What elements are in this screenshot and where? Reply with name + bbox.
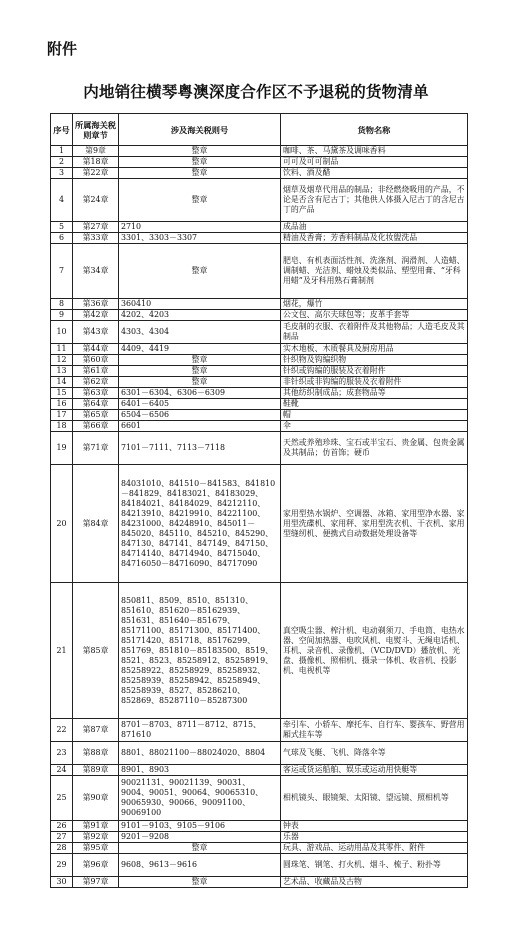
row-chapter: 第90章 <box>73 776 119 821</box>
table-row <box>51 832 468 843</box>
table-row <box>51 432 468 465</box>
header-no: 序号 <box>51 114 73 146</box>
row-number: 30 <box>51 877 73 888</box>
row-tariff-codes: 整章 <box>119 877 281 888</box>
row-goods-name: 烟花，爆竹 <box>281 299 468 310</box>
table-row <box>51 321 468 344</box>
row-tariff-codes: 6401－6405 <box>119 399 281 410</box>
row-chapter: 第36章 <box>73 299 119 310</box>
row-chapter: 第9章 <box>73 146 119 157</box>
row-chapter: 第64章 <box>73 399 119 410</box>
row-number: 6 <box>51 233 73 244</box>
row-tariff-codes: 6504－6506 <box>119 410 281 421</box>
row-goods-name: 公文包、高尔夫球包等；皮革手套等 <box>281 310 468 321</box>
table-row <box>51 146 468 157</box>
table-row <box>51 421 468 432</box>
row-chapter: 第62章 <box>73 377 119 388</box>
row-number: 12 <box>51 355 73 366</box>
row-goods-name: 天然或养殖珍珠、宝石或半宝石、贵金属、包贵金属及其制品；仿首饰；硬币 <box>281 432 468 465</box>
row-goods-name: 伞 <box>281 421 468 432</box>
row-goods-name: 圆珠笔、钢笔、打火机、烟斗、梳子、粉扑等 <box>281 854 468 877</box>
table-row <box>51 410 468 421</box>
table-row <box>51 168 468 179</box>
row-chapter: 第42章 <box>73 310 119 321</box>
table-row <box>51 222 468 233</box>
table-row <box>51 843 468 854</box>
row-tariff-codes: 4409、4419 <box>119 344 281 355</box>
row-chapter: 第22章 <box>73 168 119 179</box>
table-row <box>51 299 468 310</box>
row-chapter: 第18章 <box>73 157 119 168</box>
row-goods-name: 艺术品、收藏品及古物 <box>281 877 468 888</box>
row-number: 5 <box>51 222 73 233</box>
row-tariff-codes: 整章 <box>119 843 281 854</box>
row-goods-name: 客运或货运船舶、娱乐或运动用快艇等 <box>281 765 468 776</box>
table-row <box>51 854 468 877</box>
row-goods-name: 针织物及钩编织物 <box>281 355 468 366</box>
row-number: 28 <box>51 843 73 854</box>
row-goods-name: 鞋靴 <box>281 399 468 410</box>
row-tariff-codes: 84031010、841510－841583、841810－841829、84183021、84183029、84184021、84184029、84212110、84213910、84219910、84221100、84231000、84248910、845011－845020、845110、845210、845290、847130、847141、847149、847150、84714140、84714940、84715040、84716050－84716090、84717090 <box>119 465 281 583</box>
row-goods-name: 真空吸尘器、榨汁机、电动剃须刀、手电筒、电热水器、空间加热器、电吹风机、电熨斗、无绳电话机、耳机、录音机、录像机、（VCD/DVD）播放机、光盘、摄像机、照相机、摄录一体机、收音机、投影机、电视机等 <box>281 583 468 719</box>
row-tariff-codes: 9101－9103、9105－9106 <box>119 821 281 832</box>
row-tariff-codes: 整章 <box>119 157 281 168</box>
header-codes: 涉及海关税则号 <box>119 114 281 146</box>
row-goods-name: 烟草及烟草代用品的制品；非经燃烧吸用的产品，不论是否含有尼古丁；其他供人体摄入尼古丁的含尼古丁的产品 <box>281 179 468 222</box>
row-chapter: 第89章 <box>73 765 119 776</box>
row-tariff-codes: 4202、4203 <box>119 310 281 321</box>
row-tariff-codes: 7101－7111、7113－7118 <box>119 432 281 465</box>
row-chapter: 第97章 <box>73 877 119 888</box>
header-chapter: 所属海关税则章节 <box>73 114 119 146</box>
row-number: 13 <box>51 366 73 377</box>
row-goods-name: 饮料、酒及醋 <box>281 168 468 179</box>
row-number: 22 <box>51 719 73 742</box>
row-number: 27 <box>51 832 73 843</box>
table-row <box>51 157 468 168</box>
row-chapter: 第92章 <box>73 832 119 843</box>
row-goods-name: 牵引车、小轿车、摩托车、自行车、婴孩车、野营用厢式挂车等 <box>281 719 468 742</box>
row-tariff-codes: 整章 <box>119 355 281 366</box>
row-chapter: 第33章 <box>73 233 119 244</box>
row-tariff-codes: 360410 <box>119 299 281 310</box>
row-number: 3 <box>51 168 73 179</box>
row-chapter: 第43章 <box>73 321 119 344</box>
table-row <box>51 877 468 888</box>
row-chapter: 第88章 <box>73 742 119 765</box>
row-goods-name: 帽 <box>281 410 468 421</box>
row-goods-name: 成品油 <box>281 222 468 233</box>
goods-table <box>50 113 468 888</box>
table-row <box>51 233 468 244</box>
row-chapter: 第63章 <box>73 388 119 399</box>
row-number: 21 <box>51 583 73 719</box>
row-number: 23 <box>51 742 73 765</box>
table-row <box>51 388 468 399</box>
table-header-row <box>51 114 468 146</box>
row-number: 29 <box>51 854 73 877</box>
row-number: 7 <box>51 244 73 299</box>
row-tariff-codes: 整章 <box>119 179 281 222</box>
row-number: 9 <box>51 310 73 321</box>
row-tariff-codes: 2710 <box>119 222 281 233</box>
row-tariff-codes: 9201－9208 <box>119 832 281 843</box>
row-number: 11 <box>51 344 73 355</box>
row-number: 4 <box>51 179 73 222</box>
table-row <box>51 776 468 821</box>
row-chapter: 第60章 <box>73 355 119 366</box>
row-chapter: 第96章 <box>73 854 119 877</box>
row-goods-name: 实木地板、木质餐具及厨房用品 <box>281 344 468 355</box>
table-row <box>51 366 468 377</box>
row-goods-name: 家用型热水锅炉、空调器、冰箱、家用型净水器、家用型洗碟机、家用秤、家用型洗衣机、干衣机、家用型缝纫机、便携式自动数据处理设备等 <box>281 465 468 583</box>
row-number: 2 <box>51 157 73 168</box>
row-chapter: 第66章 <box>73 421 119 432</box>
table-row <box>51 821 468 832</box>
row-goods-name: 非针织或非钩编的服装及衣着附件 <box>281 377 468 388</box>
row-tariff-codes: 6301－6304、6306－6309 <box>119 388 281 399</box>
row-number: 1 <box>51 146 73 157</box>
row-goods-name: 可可及可可制品 <box>281 157 468 168</box>
row-tariff-codes: 850811、8509、8510、851310、851610、851620－85162939、851631、851640－851679、85171100、85171300、85171400、85171420、851718、85176299、851769、851810－85183500、8519、8521、8523、85258912、85258919、85258922、85258929、85258932、85258939、85258942、85258949、85258939、8527、85286210、852869、85287110－85287300 <box>119 583 281 719</box>
row-chapter: 第61章 <box>73 366 119 377</box>
row-number: 15 <box>51 388 73 399</box>
row-goods-name: 针织或钩编的服装及衣着附件 <box>281 366 468 377</box>
table-row <box>51 179 468 222</box>
row-chapter: 第71章 <box>73 432 119 465</box>
row-tariff-codes: 3301、3303－3307 <box>119 233 281 244</box>
row-number: 20 <box>51 465 73 583</box>
table-row <box>51 310 468 321</box>
row-tariff-codes: 90021131、90021139、90031、9004、90051、90064、90065310、90065930、90066、90091100、90069100 <box>119 776 281 821</box>
row-goods-name: 咖啡、茶、马黛茶及调味香料 <box>281 146 468 157</box>
row-goods-name: 玩具、游戏品、运动用品及其零件、附件 <box>281 843 468 854</box>
header-goods: 货物名称 <box>281 114 468 146</box>
row-number: 8 <box>51 299 73 310</box>
document-title: 内地销往横琴粤澳深度合作区不予退税的货物清单 <box>83 83 429 101</box>
table-row <box>51 719 468 742</box>
row-tariff-codes: 8901、8903 <box>119 765 281 776</box>
row-number: 26 <box>51 821 73 832</box>
row-goods-name: 钟表 <box>281 821 468 832</box>
table-row <box>51 244 468 299</box>
row-chapter: 第24章 <box>73 179 119 222</box>
row-tariff-codes: 整章 <box>119 377 281 388</box>
table-row <box>51 355 468 366</box>
row-chapter: 第34章 <box>73 244 119 299</box>
row-tariff-codes: 4303、4304 <box>119 321 281 344</box>
table-row <box>51 377 468 388</box>
row-goods-name: 乐器 <box>281 832 468 843</box>
row-number: 19 <box>51 432 73 465</box>
row-chapter: 第44章 <box>73 344 119 355</box>
table-row <box>51 465 468 583</box>
row-chapter: 第87章 <box>73 719 119 742</box>
row-number: 17 <box>51 410 73 421</box>
row-chapter: 第65章 <box>73 410 119 421</box>
row-chapter: 第27章 <box>73 222 119 233</box>
row-chapter: 第91章 <box>73 821 119 832</box>
row-goods-name: 气球及飞艇、飞机、降落伞等 <box>281 742 468 765</box>
attachment-label: 附件 <box>47 40 78 58</box>
table-body <box>51 146 468 888</box>
row-tariff-codes: 整章 <box>119 168 281 179</box>
row-tariff-codes: 整章 <box>119 244 281 299</box>
table-row <box>51 583 468 719</box>
row-goods-name: 相机镜头、眼镜架、太阳镜、望远镜、照相机等 <box>281 776 468 821</box>
row-number: 14 <box>51 377 73 388</box>
row-chapter: 第84章 <box>73 465 119 583</box>
row-number: 18 <box>51 421 73 432</box>
row-goods-name: 其他纺织制成品；成套物品等 <box>281 388 468 399</box>
row-tariff-codes: 8701－8703、8711－8712、8715、871610 <box>119 719 281 742</box>
row-number: 24 <box>51 765 73 776</box>
row-chapter: 第85章 <box>73 583 119 719</box>
row-tariff-codes: 整章 <box>119 146 281 157</box>
table-row <box>51 765 468 776</box>
row-number: 10 <box>51 321 73 344</box>
row-number: 16 <box>51 399 73 410</box>
row-number: 25 <box>51 776 73 821</box>
table-row <box>51 399 468 410</box>
row-tariff-codes: 9608、9613－9616 <box>119 854 281 877</box>
table-row <box>51 344 468 355</box>
row-goods-name: 精油及香膏；芳香料制品及化妆盥洗品 <box>281 233 468 244</box>
row-tariff-codes: 6601 <box>119 421 281 432</box>
row-tariff-codes: 整章 <box>119 366 281 377</box>
row-goods-name: 毛皮制的衣服、衣着附件及其他物品；人造毛皮及其制品 <box>281 321 468 344</box>
row-goods-name: 肥皂、有机表面活性剂、洗涤剂、润滑剂、人造蜡、调制蜡、光洁剂、蜡烛及类似品、塑型用膏、“牙科用蜡”及牙科用熟石膏制剂 <box>281 244 468 299</box>
table-row <box>51 742 468 765</box>
row-tariff-codes: 8801、88021100－88024020、8804 <box>119 742 281 765</box>
row-chapter: 第95章 <box>73 843 119 854</box>
